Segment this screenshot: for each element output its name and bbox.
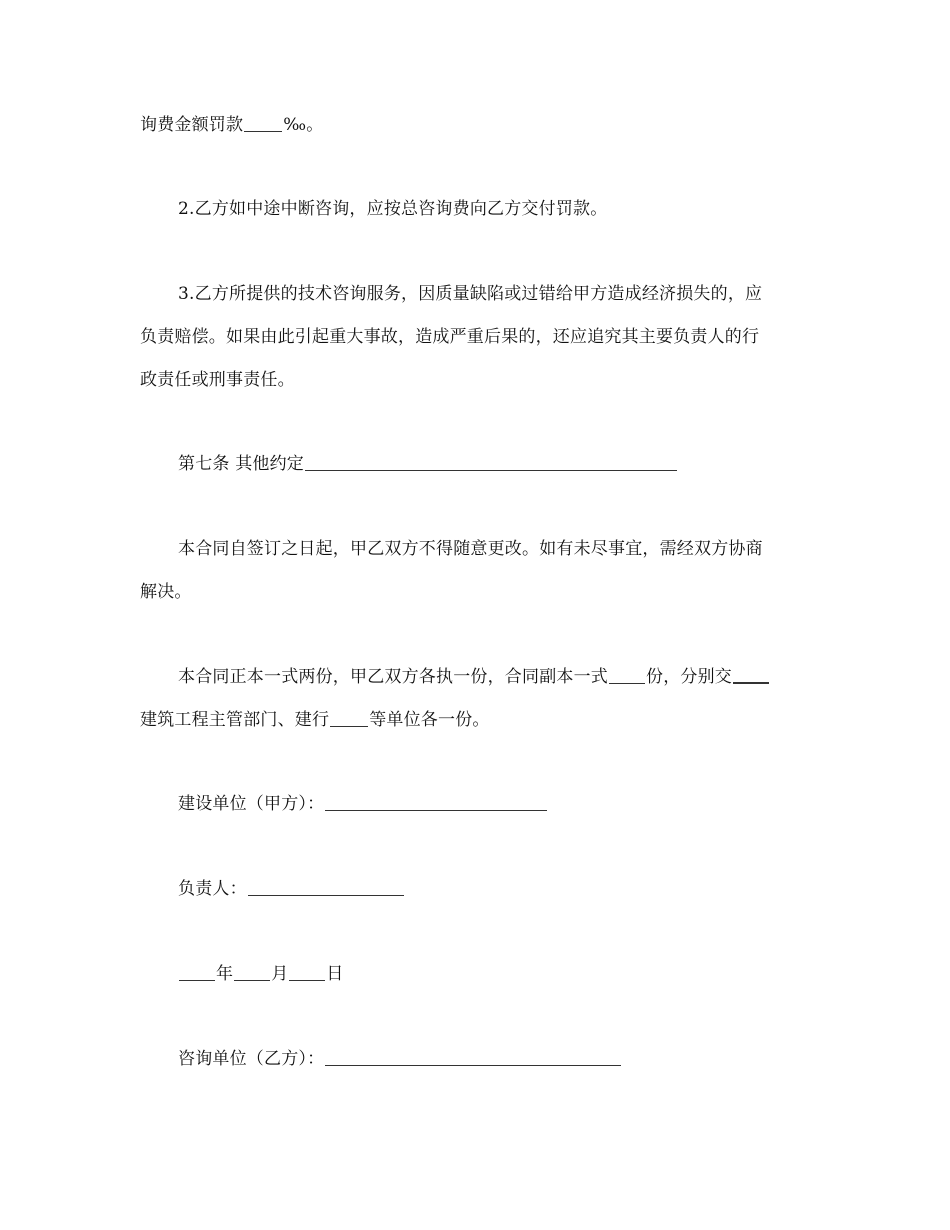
date-day: 日 xyxy=(326,964,344,984)
bank-unit-blank xyxy=(330,725,368,727)
penalty-rate-text xyxy=(140,104,323,147)
year-blank xyxy=(179,979,215,981)
other-terms-blank xyxy=(305,469,677,471)
penalty-rate-before: 询费金额罚款 xyxy=(140,115,244,135)
penalty-rate-after: ‰。 xyxy=(283,115,324,135)
clause-3-text-1: 3.乙方所提供的技术咨询服务，因质量缺陷或过错给甲方造成经济损失的，应 xyxy=(178,284,763,304)
date-text xyxy=(178,953,344,996)
responsible-text xyxy=(178,868,405,911)
copies-text-1 xyxy=(178,656,770,699)
penalty-rate-blank xyxy=(244,130,282,132)
date-month: 月 xyxy=(271,964,289,984)
clause-3-text-2: 负责赔偿。如果由此引起重大事故，造成严重后果的，还应追究其主要负责人的行 xyxy=(140,327,760,347)
copies-recipient-blank xyxy=(733,681,769,684)
responsible-label: 负责人： xyxy=(178,879,247,899)
date-year: 年 xyxy=(216,964,234,984)
month-blank xyxy=(234,979,270,981)
copies-text-2a: 建筑工程主管部门、建行 xyxy=(140,710,330,730)
copies-text-1a: 本合同正本一式两份，甲乙双方各执一份，合同副本一式 xyxy=(178,667,608,687)
copies-text-1b: 份，分别交 xyxy=(646,667,732,687)
validity-text-2: 解决。 xyxy=(140,582,192,602)
party-a-text xyxy=(178,783,548,826)
copies-text-2 xyxy=(140,699,490,742)
party-a-label: 建设单位（甲方）： xyxy=(178,794,325,814)
copies-count-blank xyxy=(609,682,645,684)
article-7-label: 第七条 其他约定 xyxy=(178,454,305,474)
validity-text-1: 本合同自签订之日起，甲乙双方不得随意更改。如有未尽事宜，需经双方协商 xyxy=(178,539,763,559)
party-b-text xyxy=(178,1038,622,1081)
party-a-blank xyxy=(325,809,547,811)
day-blank xyxy=(289,979,325,981)
article-7-text xyxy=(178,443,678,486)
party-b-blank xyxy=(325,1064,621,1066)
responsible-blank xyxy=(248,894,404,896)
party-b-label: 咨询单位（乙方）： xyxy=(178,1049,325,1069)
clause-3-text-3: 政责任或刑事责任。 xyxy=(140,370,295,390)
clause-2-text: 2.乙方如中途中断咨询，应按总咨询费向乙方交付罚款。 xyxy=(178,199,608,219)
copies-text-2b: 等单位各一份。 xyxy=(369,710,490,730)
